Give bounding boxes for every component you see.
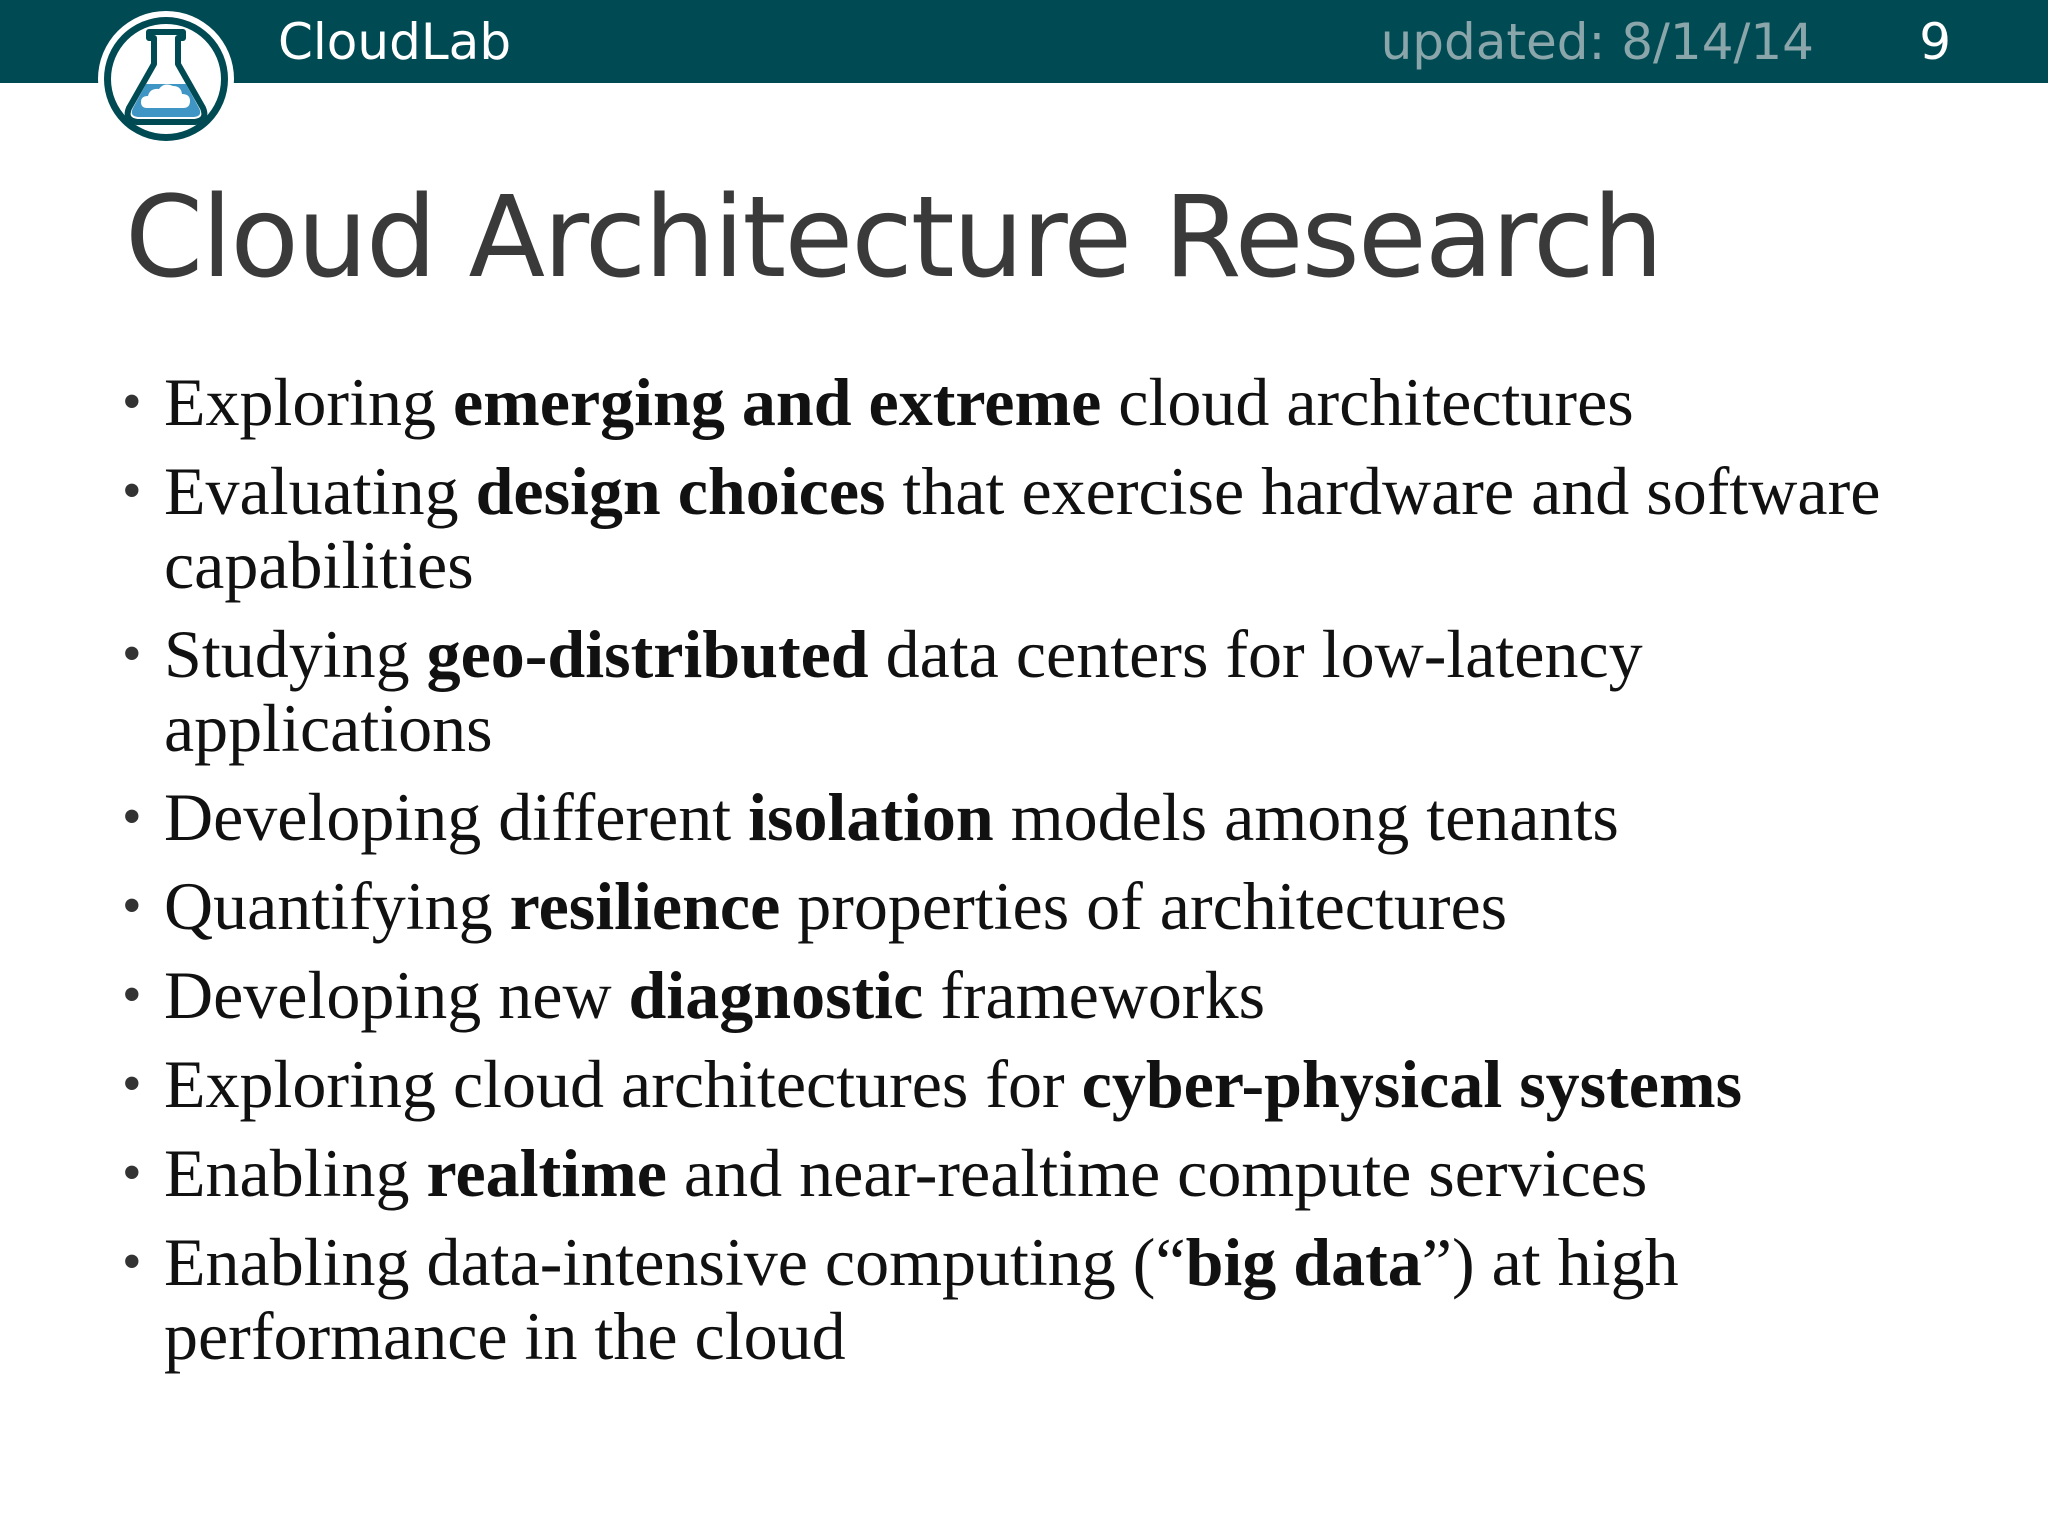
bullet-text: ”) at high performance in the cloud <box>164 1224 1679 1374</box>
bullet-dot: • <box>122 1053 142 1115</box>
bullet-text: frameworks <box>923 957 1266 1033</box>
bullet-text: Exploring <box>164 364 453 440</box>
bullet-text: properties of architectures <box>780 868 1508 944</box>
bullet-emphasis: emerging and extreme <box>452 364 1102 440</box>
list-item <box>120 1136 1980 1210</box>
bullet-text: Enabling data-intensive computing (“ <box>164 1224 1186 1300</box>
bullet-emphasis: big data <box>1185 1224 1422 1300</box>
bullet-text: data centers for low-latency applications <box>164 616 1643 766</box>
bullet-emphasis: design choices <box>475 453 886 529</box>
bullet-dot: • <box>122 1231 142 1293</box>
bullet-emphasis: realtime <box>426 1135 667 1211</box>
bullet-text: Developing new <box>164 957 629 1033</box>
bullet-text: Exploring cloud architectures for <box>164 1046 1082 1122</box>
list-item <box>120 1047 1980 1121</box>
bullet-dot: • <box>122 371 142 433</box>
bullet-text: cloud architectures <box>1101 364 1634 440</box>
brand-name: CloudLab <box>278 13 512 71</box>
bullet-emphasis: cyber-physical systems <box>1081 1046 1743 1122</box>
list-item <box>120 780 1980 854</box>
bullet-emphasis: resilience <box>509 868 781 944</box>
list-item <box>120 617 1980 765</box>
bullet-dot: • <box>122 964 142 1026</box>
bullet-emphasis: isolation <box>748 779 994 855</box>
bullet-text: Enabling <box>164 1135 427 1211</box>
list-item <box>120 958 1980 1032</box>
flask-cloud-icon <box>95 8 237 150</box>
bullet-list <box>120 365 1980 1388</box>
bullet-dot: • <box>122 875 142 937</box>
updated-date: updated: 8/14/14 <box>1380 13 1814 71</box>
list-item <box>120 365 1980 439</box>
bullet-text: that exercise hardware and software capabilities <box>164 453 1881 603</box>
bullet-emphasis: diagnostic <box>628 957 924 1033</box>
bullet-text: and near-realtime compute services <box>666 1135 1648 1211</box>
bullet-text: models among tenants <box>993 779 1619 855</box>
bullet-dot: • <box>122 786 142 848</box>
bullet-emphasis: geo-distributed <box>426 616 869 692</box>
list-item <box>120 1225 1980 1373</box>
bullet-text: Evaluating <box>164 453 476 529</box>
bullet-text: Quantifying <box>164 868 510 944</box>
list-item <box>120 869 1980 943</box>
page-number: 9 <box>1919 13 1951 71</box>
bullet-dot: • <box>122 623 142 685</box>
bullet-dot: • <box>122 460 142 522</box>
list-item <box>120 454 1980 602</box>
bullet-text: Studying <box>164 616 427 692</box>
bullet-text: Developing different <box>164 779 749 855</box>
slide-title: Cloud Architecture Research <box>125 173 1662 303</box>
header-bar <box>0 0 2048 83</box>
bullet-dot: • <box>122 1142 142 1204</box>
